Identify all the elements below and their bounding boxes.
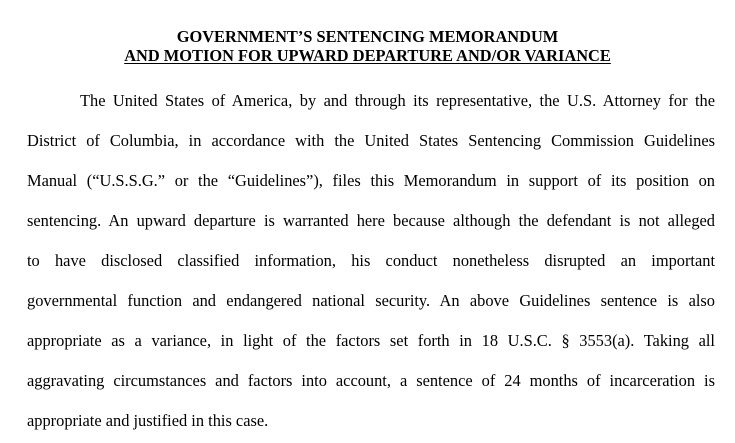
paragraph-line-5: to have disclosed classified information, his conduct nonetheless disrupted an important <box>27 251 715 270</box>
paragraph-line-4: sentencing. An upward departure is warranted here because although the defendant is not alleged <box>27 211 715 230</box>
paragraph-line-7: appropriate as a variance, in light of the factors set forth in 18 U.S.C. § 3553(a). Taking all <box>27 331 715 350</box>
paragraph-line-9: appropriate and justified in this case. <box>27 411 269 430</box>
memo-title-line-1: GOVERNMENT’S SENTENCING MEMORANDUM <box>176 27 559 46</box>
paragraph-line-1: The United States of America, by and through its representative, the U.S. Attorney for the <box>80 91 715 110</box>
paragraph-line-6: governmental function and endangered national security. An above Guidelines sentence is also <box>27 291 715 310</box>
paragraph-line-8: aggravating circumstances and factors into account, a sentence of 24 months of incarceration is <box>27 371 715 390</box>
memo-title-line-2: AND MOTION FOR UPWARD DEPARTURE AND/OR VARIANCE <box>124 46 611 65</box>
paragraph-line-3: Manual (“U.S.S.G.” or the “Guidelines”), files this Memorandum in support of its position on <box>27 171 715 190</box>
paragraph-line-2: District of Columbia, in accordance with the United States Sentencing Commission Guidelines <box>27 131 715 150</box>
